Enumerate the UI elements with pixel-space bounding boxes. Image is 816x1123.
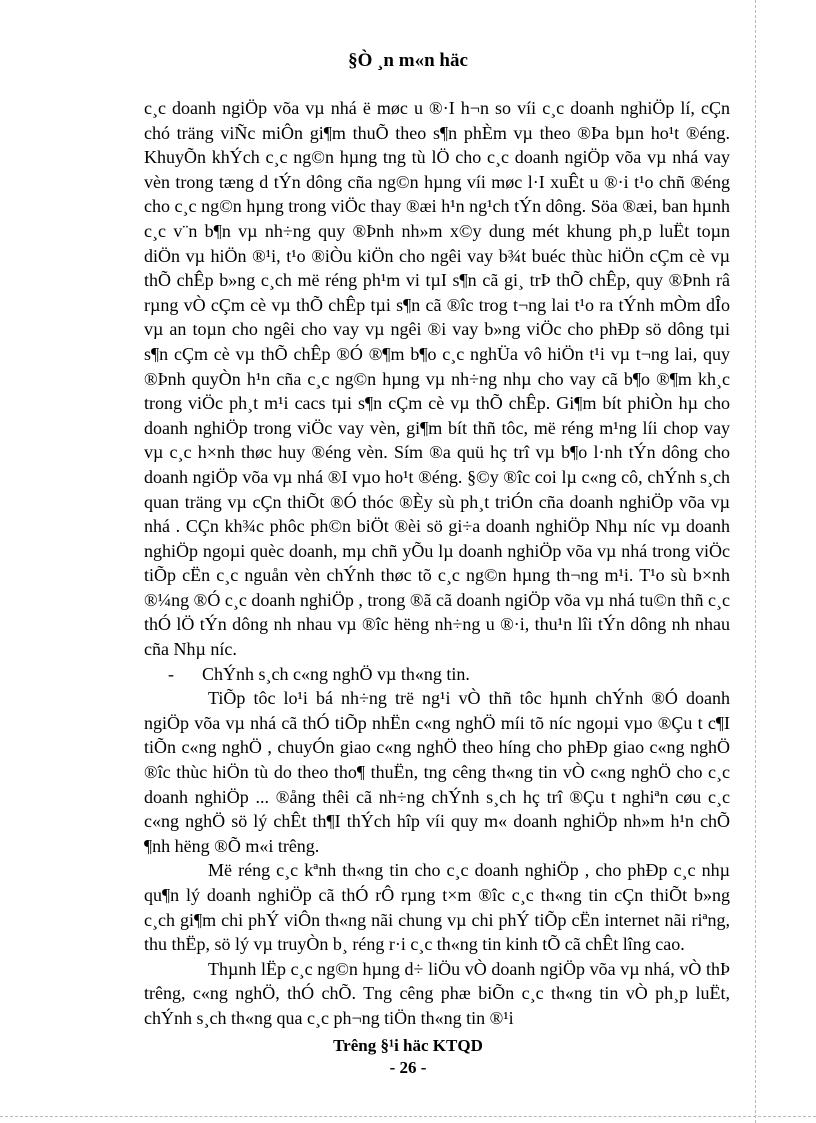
margin-guide-vertical: [755, 0, 756, 1123]
bullet-dash: -: [168, 663, 174, 684]
margin-guide-horizontal: [0, 1116, 816, 1117]
page-footer: [0, 1035, 816, 1079]
document-body: [144, 96, 730, 1031]
footer-school: Trêng §¹i häc KTQD: [333, 1036, 483, 1055]
paragraph-1: c¸c doanh ngiÖp võa vµ nhá ë møc u ®·I h¬n so víi c¸c doanh nghiÖp lí, cÇn chó träng viÑc miÔn gi¶m thuÕ theo s¶n phÈm vµ theo ®Þa bµn ho¹t ®éng. KhuyÕn khÝch c¸c ng©n hµng tng tù lÖ cho c¸c doanh ngiÖp võa vµ nhá vay vèn trong tæng d tÝn dông cña ng©n hµng víi møc l·I xuÊt u ®·i t¹o chñ ®éng cho c¸c ng©n hµng trong viÖc thay ®æi h¹n ng¹ch tÝn dông. Söa ®æi, ban hµnh c¸c v¨n b¶n vµ nh÷ng quy ®Þnh nh»m x©y dung mét khung ph¸p luËt toµn diÖn vµ hiÖn ®¹i, t¹o ®iÒu kiÖn cho ngêi vay b¾t buéc thùc hiÖn cÇm cè vµ thÕ chÊp b»ng c¸ch më réng ph¹m vi tµI s¶n cã gi¸ trÞ thÕ chÊp, quy ®Þnh râ rµng vÒ cÇm cè vµ thÕ chÊp tµi s¶n cã ®îc trog t¬ng lai t¹o ra tÝnh mÒm dÎo vµ an toµn cho ngêi cho vay vµ ngêi ®i vay b»ng viÖc cho phÐp sö dông tµi s¶n cÇm cè vµ thÕ chÊp ®Ó ®¶m b¶o c¸c nghÜa vô hiÖn t¹i vµ t¬ng lai, quy ®Þnh quyÒn h¹n cña c¸c ng©n hµng vµ nh÷ng nhµ cho vay cã b¶o ®¶m kh¸c trong viÖc ph¸t m¹i cacs tµi s¶n cÇm cè vµ thÕ chÊp. Gi¶m bít phiÒn hµ cho doanh nghiÖp trong viÖc vay vèn, gi¶m bít thñ tôc, më réng m¹ng líi chop vay vµ c¸c h×nh thøc huy ®éng vèn. Sím ®a quü hç trî vµ b¶o l·nh tÝn dông cho doanh ngiÖp võa vµ nhá ®I vµo ho¹t ®éng. §©y ®îc coi lµ c«ng cô, chÝnh s¸ch quan träng vµ cÇn thiÕt ®Ó thóc ®Èy sù ph¸t triÓn cña doanh nghiÖp võa vµ nhá . CÇn kh¾c phôc ph©n biÖt ®èi sö gi÷a doanh nghiÖp Nhµ níc vµ doanh nghiÖp ngoµi quèc doanh, mµ chñ yÕu lµ doanh nghiÖp võa vµ nhá trong viÖc tiÕp cËn c¸c nguån vèn chÝnh thøc tõ c¸c ng©n hµng th¬ng m¹i. T¹o sù b×nh ®¼ng ®Ó c¸c doanh nghiÖp , trong ®ã cã doanh ngiÖp võa vµ nhá tu©n thñ c¸c thÓ lÖ tÝn dông nh nhau vµ ®îc hëng nh÷ng u ®·i, thu¹n lîi tÝn dông nh nhau cña Nhµ níc.: [144, 98, 730, 660]
paragraph-3: Më réng c¸c kªnh th«ng tin cho c¸c doanh nghiÖp , cho phÐp c¸c nhµ qu¶n lý doanh nghiÖp cã thÓ rÔ rµng t×m ®îc c¸c th«ng tin cÇn thiÕt b»ng c¸ch gi¶m chi phÝ viÔn th«ng nãi chung vµ chi phÝ tiÕp cËn internet nãi riªng, thu thËp, sö lý vµ truyÒn b¸ réng r·i c¸c th«ng tin kinh tÕ cã chÊt lîng cao.: [144, 860, 730, 955]
page-header: [0, 50, 816, 72]
paragraph-4: Thµnh lËp c¸c ng©n hµng d÷ liÖu vÒ doanh ngiÖp võa vµ nhá, vÒ thÞ trêng, c«ng nghÖ, thÓ chÕ. Tng cêng phæ biÕn c¸c th«ng tin vÒ ph¸p luËt, chÝnh s¸ch th«ng qua c¸c ph¬ng tiÖn th«ng tin ®¹i: [144, 958, 730, 1028]
bullet-text: ChÝnh s¸ch c«ng nghÖ vµ th«ng tin.: [202, 663, 470, 684]
header-title: §Ò ¸n m«n häc: [348, 50, 468, 71]
paragraph-2: TiÕp tôc lo¹i bá nh÷ng trë ng¹i vÒ thñ tôc hµnh chÝnh ®Ó doanh ngiÖp võa vµ nhá cã thÓ tiÕp nhËn c«ng nghÖ míi tõ níc ngoµi vµo ®Çu t c¶I tiÕn c«ng nghÖ , chuyÓn giao c«ng nghÖ theo híng cho phÐp giao c«ng nghÖ ®îc thùc hiÖn tù do theo tho¶ thuËn, tng cêng th«ng tin vÒ c«ng nghÖ cho c¸c doanh nghiÖp ... ®ång thêi cã nh÷ng chÝnh s¸ch hç trî ®Çu t nghiªn cøu c¸c c«ng nghÖ sö lý chÊt th¶I thÝch hîp víi quy m« doanh nghiÖp nh»m h¹n chÕ ¶nh hëng ®Õ m«i trêng.: [144, 688, 730, 856]
page-number: - 26 -: [389, 1058, 427, 1077]
bullet-item: [144, 662, 730, 687]
